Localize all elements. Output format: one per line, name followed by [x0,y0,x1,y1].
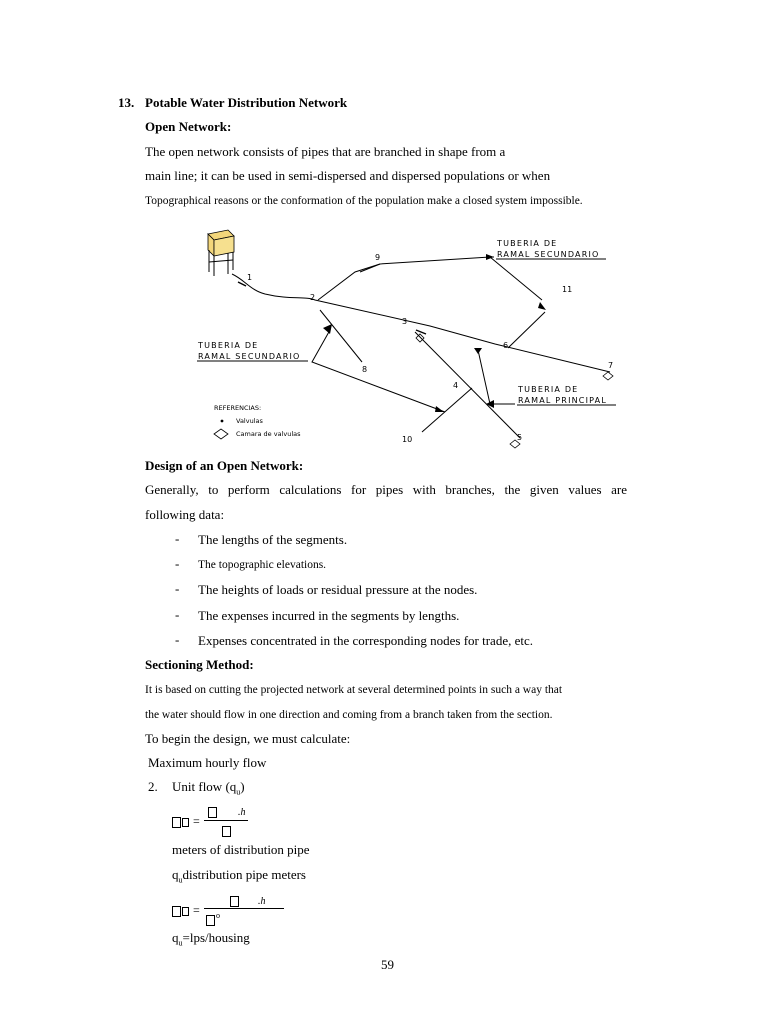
node-label-10: 10 [402,435,413,444]
qu-distribution-line [172,867,306,889]
node-label-11: 11 [562,285,573,294]
sectioning-begin: To begin the design, we must calculate: [145,731,351,746]
valve-chamber-icon [416,334,613,448]
chamber-legend-icon [214,429,228,439]
node-label-1: 1 [247,273,253,282]
bullet-item-5: Expenses concentrated in the corresponding nodes for trade, etc. [198,633,533,648]
bullet-item-4: The expenses incurred in the segments by lengths. [198,608,460,623]
bullet-marker: - [175,607,180,622]
node-label-9: 9 [375,253,381,262]
unit-flow-subscript: u [236,787,241,797]
qu-subscript: u [178,875,183,885]
branch-pipe-11 [508,312,545,348]
qu-text: distribution pipe meters [182,867,306,882]
network-diagram [190,220,630,450]
open-network-line-1: The open network consists of pipes that are branched in shape from a [145,144,506,159]
qu-final-prefix: q [172,930,179,945]
design-intro-line-2: following data: [145,507,225,522]
bullet-item-1: The lengths of the segments. [198,532,348,547]
page-number: 59 [381,957,394,972]
references-title: REFERENCIAS: [214,404,262,412]
qu-lps-housing [172,930,250,952]
section-title: Potable Water Distribution Network [145,95,348,110]
formula-1-h: .h [238,807,246,818]
secondary-branch-top [380,257,542,300]
bullet-marker: - [175,581,180,596]
water-tank-icon [208,230,234,276]
ref-chamber-label: Camara de valvulas [236,430,301,438]
sectioning-heading: Sectioning Method: [145,657,254,672]
label-secondary-top-line1: TUBERIA DE [497,239,558,248]
open-network-line-3: Topographical reasons or the conformation of the population make a closed system impossible. [145,195,583,207]
bullet-item-2: The topographic elevations. [198,559,327,571]
node-label-3: 3 [402,317,408,326]
item-2-number: 2. [148,779,158,794]
principal-arrow-line [478,350,515,404]
bullet-marker: - [175,556,180,571]
unit-flow-text: Unit flow (q [172,779,237,794]
qu-final-subscript: u [178,938,183,948]
bullet-item-3: The heights of loads or residual pressure at the nodes. [198,582,478,597]
label-secondary-left-line2: RAMAL SECUNDARIO [198,352,301,361]
node-label-7: 7 [608,361,614,370]
section-number: 13. [118,95,135,110]
sectioning-line-2: the water should flow in one direction and coming from a branch taken from the section. [145,709,553,721]
design-intro-line-1: Generally, to perform calculations for pipes with branches, the given values are [145,482,627,497]
node-label-8: 8 [362,365,368,374]
item-max-hourly-flow: Maximum hourly flow [148,755,267,770]
label-secondary-left-line1: TUBERIA DE [198,341,259,350]
ref-valve-label: Valvulas [236,417,263,425]
label-principal-line1: TUBERIA DE [518,385,579,394]
bullet-marker: - [175,632,180,647]
formula-2: = .h $^o$ [172,893,290,927]
formula-1: = .h [172,804,252,838]
node-label-2: 2 [310,293,316,302]
qu-final-text: =lps/housing [182,930,250,945]
formula-2-h: .h [258,896,266,907]
open-network-line-2: main line; it can be used in semi-dispersed and dispersed populations or when [145,168,551,183]
open-network-heading: Open Network: [145,119,232,134]
bullet-marker: - [175,531,180,546]
unit-flow-close: ) [240,779,245,794]
item-unit-flow [172,779,245,801]
valve-legend-icon [221,420,224,423]
node-label-5: 5 [517,433,523,442]
node-label-4: 4 [453,381,459,390]
design-heading: Design of an Open Network: [145,458,304,473]
meters-distribution-pipe: meters of distribution pipe [172,842,310,857]
label-secondary-top-line2: RAMAL SECUNDARIO [497,250,600,259]
formula-2-degree: o [216,911,220,920]
node-label-6: 6 [503,341,509,350]
branch-pipe-9 [318,264,380,300]
qu-prefix: q [172,867,179,882]
sectioning-line-1: It is based on cutting the projected network at several determined points in such a way that [145,684,563,696]
branch-pipe-10 [422,388,472,432]
label-principal-line2: RAMAL PRINCIPAL [518,396,607,405]
